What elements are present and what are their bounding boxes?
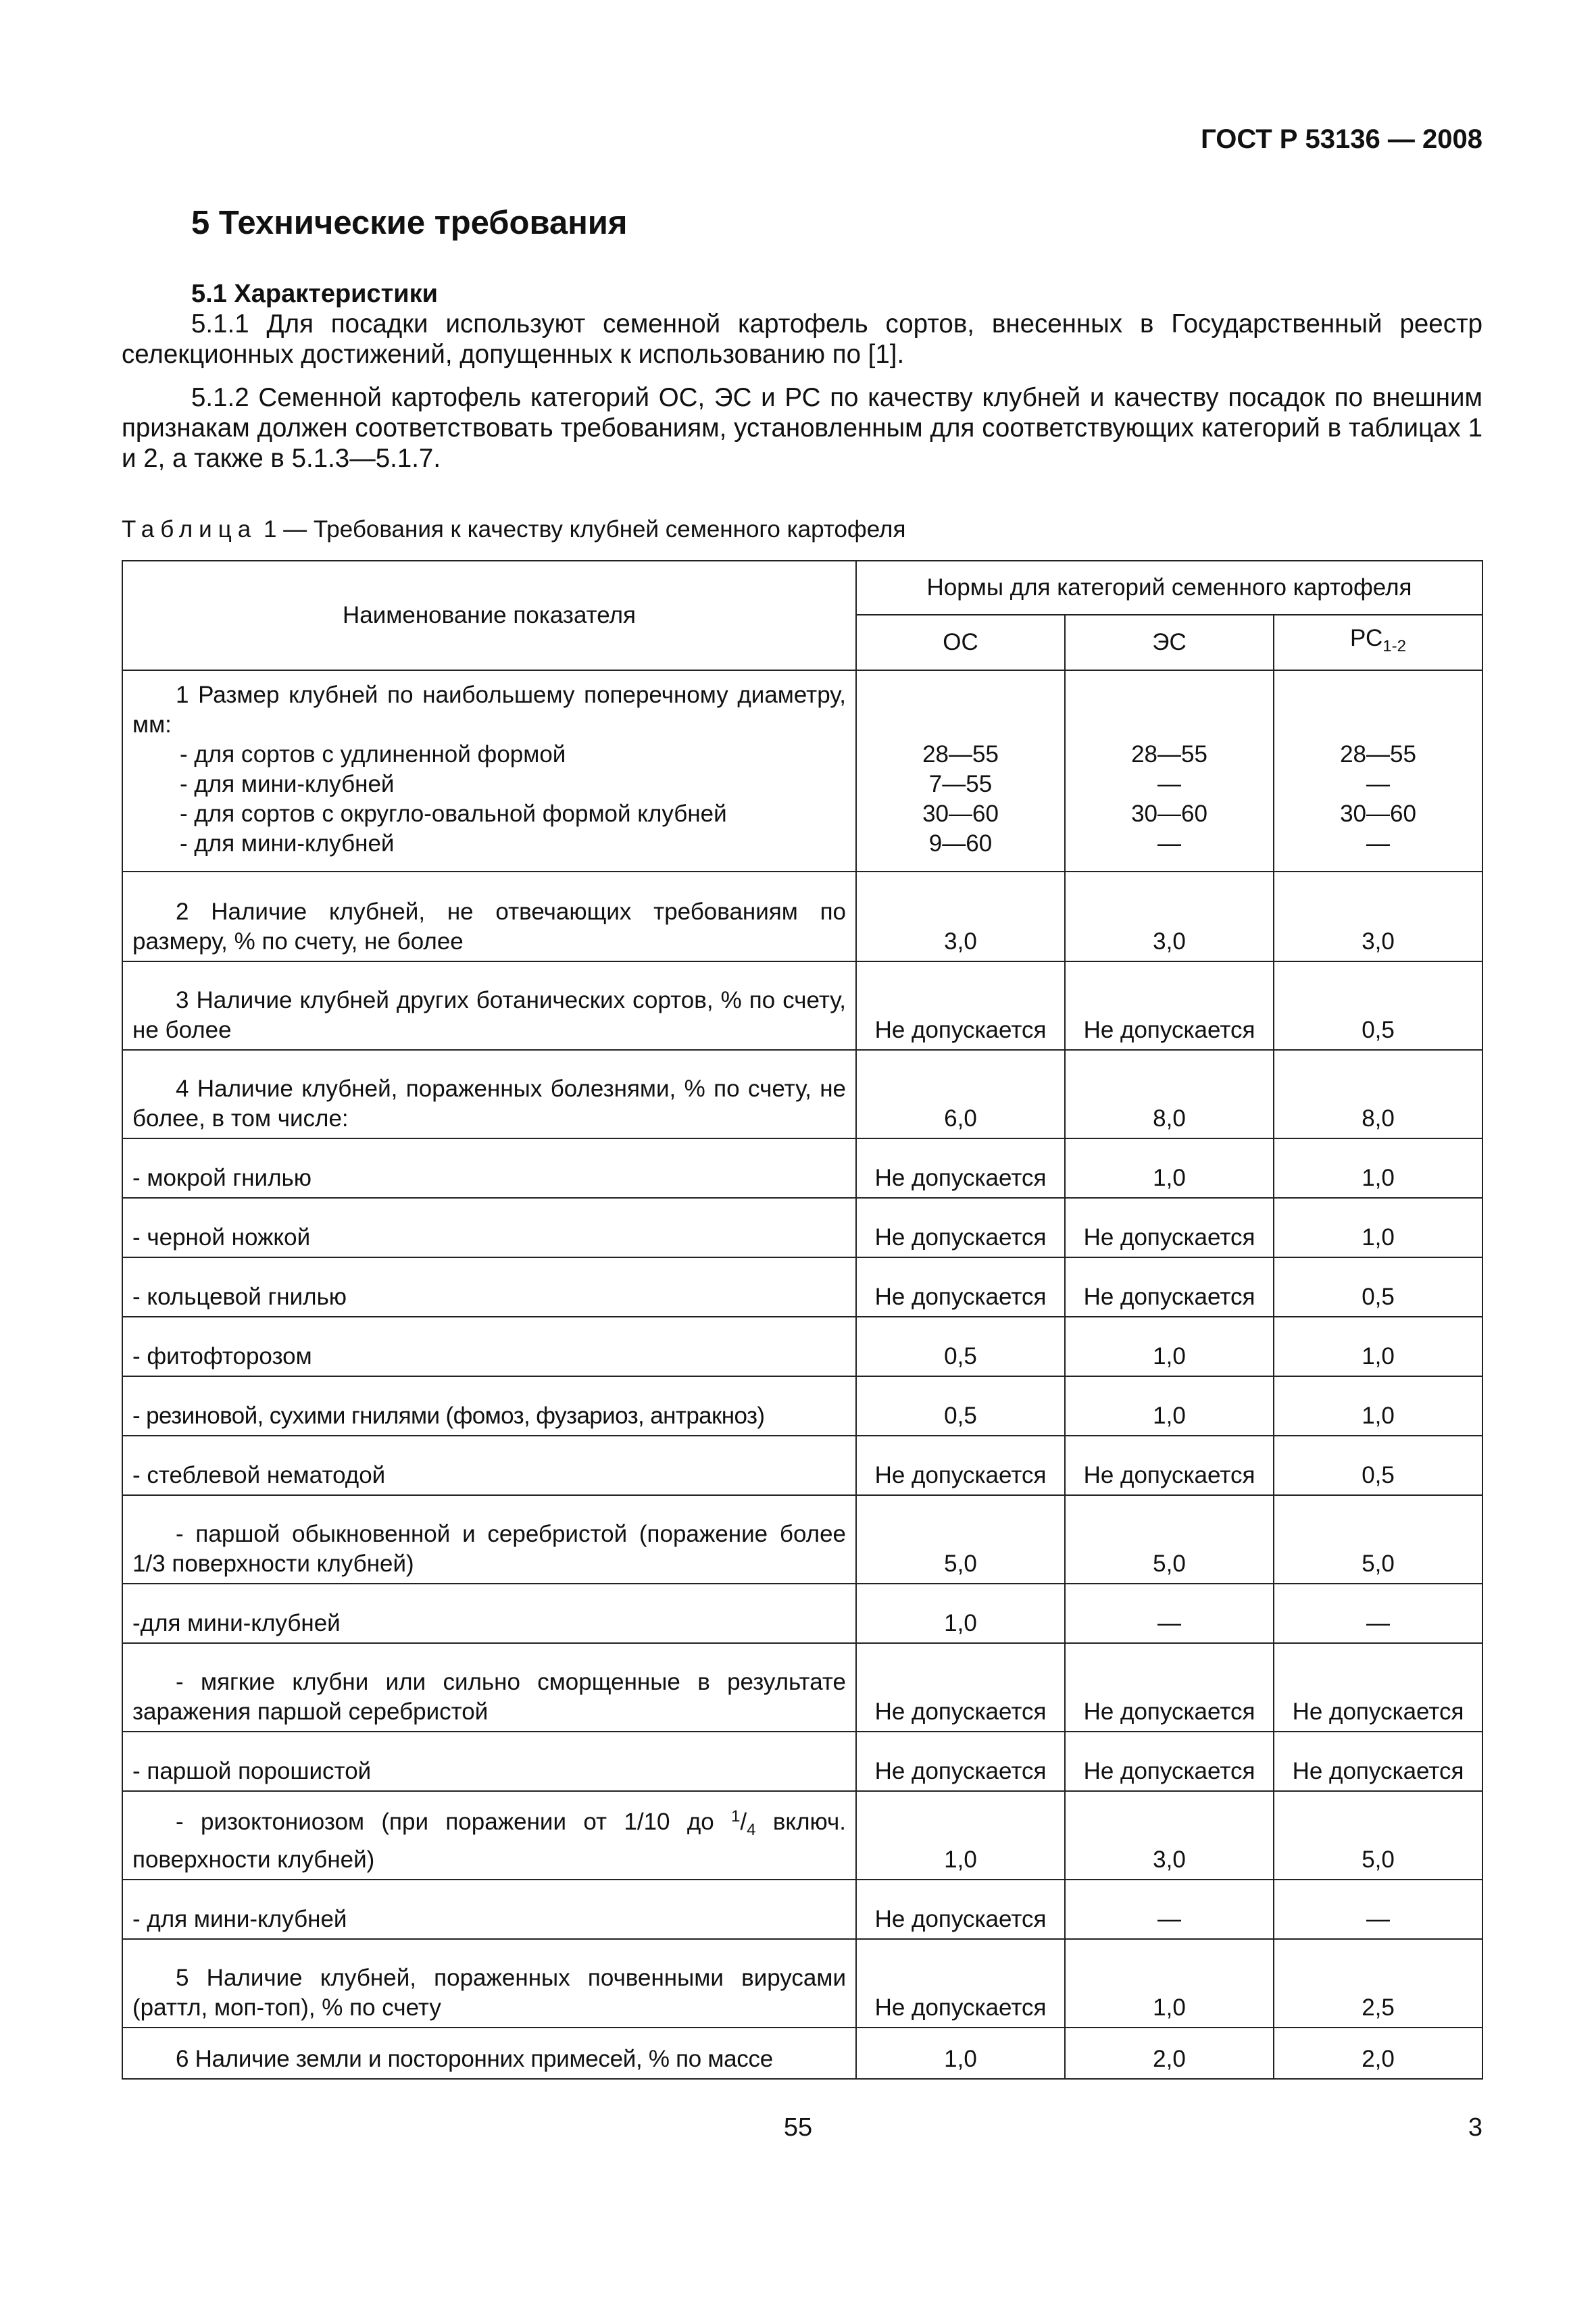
row-label: - резиновой, сухими гнилями (фомоз, фузариоз, антракноз) [122, 1376, 856, 1436]
cell-value: 7—55 [928, 771, 993, 797]
cell-value: 28—55 [922, 741, 999, 768]
subsection-title: 5.1 Характеристики [191, 280, 439, 308]
cell-es: 1,0 [1065, 1939, 1274, 2028]
row-label: 3 Наличие клубней других ботанических сортов, % по счету, не более [122, 961, 856, 1050]
cell-es: Не допускается [1065, 1257, 1274, 1317]
header-category-rs [1274, 615, 1482, 670]
cell-es: 3,0 [1065, 1791, 1274, 1880]
cell-rs: 1,0 [1274, 1138, 1482, 1198]
cell-value: — [1157, 830, 1181, 857]
cell-rs [1274, 670, 1482, 872]
paragraph-5-1-1: 5.1.1 Для посадки используют семенной картофель сортов, внесенных в Государственный реестр селекционных достижений, допущенных к использованию по [1]. [122, 309, 1482, 369]
row-label: 2 Наличие клубней, не отвечающих требованиям по размеру, % по счету, не более [122, 872, 856, 961]
table-caption-word: Таблица [122, 516, 257, 543]
document-number: ГОСТ Р 53136 — 2008 [1201, 124, 1482, 154]
cell-os: Не допускается [856, 1198, 1065, 1257]
cell-os: Не допускается [856, 1643, 1065, 1732]
row-label: -для мини-клубней [122, 1584, 856, 1643]
cell-es: Не допускается [1065, 1198, 1274, 1257]
cell-rs: 8,0 [1274, 1050, 1482, 1138]
cell-rs: Не допускается [1274, 1732, 1482, 1791]
cell-value: 30—60 [1131, 801, 1207, 827]
table-row [122, 2028, 1482, 2079]
row-label: 6 Наличие земли и посторонних примесей, % по массе [122, 2028, 856, 2079]
header-category-os: ОС [856, 615, 1065, 670]
cell-os: Не допускается [856, 1880, 1065, 1939]
table-caption-text: 1 — Требования к качеству клубней семенного картофеля [257, 516, 906, 543]
row-label: - фитофторозом [122, 1317, 856, 1376]
cell-os: Не допускается [856, 1436, 1065, 1495]
paragraph-5-1-2: 5.1.2 Семенной картофель категорий ОС, ЭС и РС по качеству клубней и качеству посадок по внешним признакам должен соответствовать требованиям, установленным для соответствующих категорий в таблицах 1 и 2, а также в 5.1.3—5.1.7. [122, 383, 1482, 473]
cell-rs: 5,0 [1274, 1791, 1482, 1880]
page-number-right: 3 [1468, 2113, 1482, 2142]
fraction-numerator: 1 [731, 1807, 741, 1826]
cell-os: Не допускается [856, 961, 1065, 1050]
row-label: 4 Наличие клубней, пораженных болезнями, % по счету, не более, в том числе: [122, 1050, 856, 1138]
cell-rs: 2,0 [1274, 2028, 1482, 2079]
table-row [122, 1257, 1482, 1317]
cell-es: 3,0 [1065, 872, 1274, 961]
table-row [122, 1050, 1482, 1138]
cell-es: Не допускается [1065, 1643, 1274, 1732]
table-row [122, 1317, 1482, 1376]
header-category-rs-label: РС [1350, 624, 1383, 651]
table-row [122, 961, 1482, 1050]
cell-rs: 1,0 [1274, 1198, 1482, 1257]
cell-es [1065, 670, 1274, 872]
cell-value: — [1366, 771, 1391, 797]
cell-os: Не допускается [856, 1939, 1065, 2028]
row-label: - кольцевой гнилью [122, 1257, 856, 1317]
cell-es: 5,0 [1065, 1495, 1274, 1584]
cell-rs: 5,0 [1274, 1495, 1482, 1584]
table-row [122, 1643, 1482, 1732]
row-label: - мокрой гнилью [122, 1138, 856, 1198]
cell-es: Не допускается [1065, 961, 1274, 1050]
cell-os: 1,0 [856, 1584, 1065, 1643]
row-subline: - для сортов с удлиненной формой [180, 741, 566, 768]
cell-rs: — [1274, 1584, 1482, 1643]
row-label: - паршой обыкновенной и серебристой (поражение более 1/3 поверхности клубней) [122, 1495, 856, 1584]
cell-value: 30—60 [922, 801, 999, 827]
cell-rs: 1,0 [1274, 1317, 1482, 1376]
row-label: - мягкие клубни или сильно сморщенные в результате заражения паршой серебристой [122, 1643, 856, 1732]
header-indicator-name: Наименование показателя [122, 561, 856, 670]
header-norms: Нормы для категорий семенного картофеля [856, 561, 1482, 615]
cell-os: 6,0 [856, 1050, 1065, 1138]
table-row [122, 1791, 1482, 1880]
cell-os: Не допускается [856, 1138, 1065, 1198]
row-label [122, 670, 856, 872]
cell-rs: 1,0 [1274, 1376, 1482, 1436]
cell-value: 30—60 [1340, 801, 1416, 827]
row-label: - черной ножкой [122, 1198, 856, 1257]
cell-rs: 0,5 [1274, 1257, 1482, 1317]
table-caption [122, 516, 905, 543]
row-label [122, 1791, 856, 1880]
cell-os: Не допускается [856, 1257, 1065, 1317]
header-category-rs-subscript: 1-2 [1382, 636, 1406, 655]
table-row [122, 1138, 1482, 1198]
cell-rs: 2,5 [1274, 1939, 1482, 2028]
cell-rs: 0,5 [1274, 961, 1482, 1050]
cell-es: 8,0 [1065, 1050, 1274, 1138]
section-title: 5 Технические требования [191, 205, 628, 241]
cell-rs: 3,0 [1274, 872, 1482, 961]
table-row [122, 1939, 1482, 2028]
table-row [122, 1436, 1482, 1495]
cell-rs: — [1274, 1880, 1482, 1939]
cell-es: Не допускается [1065, 1732, 1274, 1791]
table-row [122, 670, 1482, 872]
cell-es: Не допускается [1065, 1436, 1274, 1495]
cell-value: 28—55 [1340, 741, 1416, 768]
table-row [122, 872, 1482, 961]
cell-rs: 0,5 [1274, 1436, 1482, 1495]
row-title: 1 Размер клубней по наибольшему поперечному диаметру, мм: [132, 682, 846, 738]
cell-os: 1,0 [856, 2028, 1065, 2079]
row-label: 5 Наличие клубней, пораженных почвенными вирусами (раттл, моп-топ), % по счету [122, 1939, 856, 2028]
cell-value: — [1366, 830, 1391, 857]
cell-es: 1,0 [1065, 1138, 1274, 1198]
cell-es: — [1065, 1584, 1274, 1643]
cell-os: 0,5 [856, 1317, 1065, 1376]
cell-value: 9—60 [928, 830, 993, 857]
row-label: - стеблевой нематодой [122, 1436, 856, 1495]
cell-es: 1,0 [1065, 1376, 1274, 1436]
table-row [122, 1198, 1482, 1257]
cell-os: Не допускается [856, 1732, 1065, 1791]
cell-es: 1,0 [1065, 1317, 1274, 1376]
table-row [122, 1880, 1482, 1939]
cell-os: 5,0 [856, 1495, 1065, 1584]
cell-value: — [1157, 771, 1181, 797]
cell-es: — [1065, 1880, 1274, 1939]
cell-os [856, 670, 1065, 872]
cell-os: 3,0 [856, 872, 1065, 961]
row-label: - паршой порошистой [122, 1732, 856, 1791]
fraction-denominator: 4 [747, 1821, 756, 1839]
row-subline: - для мини-клубней [180, 830, 395, 857]
row-subline: - для сортов с округло-овальной формой клубней [180, 801, 727, 827]
row-label-part: - ризоктониозом (при поражении от 1/10 до [176, 1809, 732, 1835]
requirements-table [122, 560, 1483, 2080]
fraction-slash: / [740, 1809, 747, 1835]
cell-value: 28—55 [1131, 741, 1207, 768]
table-row [122, 1495, 1482, 1584]
header-category-es: ЭС [1065, 615, 1274, 670]
row-label-part: включ. поверхности клубней) [132, 1809, 846, 1873]
table-row [122, 1376, 1482, 1436]
cell-es: 2,0 [1065, 2028, 1274, 2079]
table-row [122, 1584, 1482, 1643]
page-number-center: 55 [783, 2113, 813, 2142]
row-label: - для мини-клубней [122, 1880, 856, 1939]
table-row [122, 1732, 1482, 1791]
cell-rs: Не допускается [1274, 1643, 1482, 1732]
cell-os: 1,0 [856, 1791, 1065, 1880]
row-subline: - для мини-клубней [180, 771, 395, 797]
cell-os: 0,5 [856, 1376, 1065, 1436]
